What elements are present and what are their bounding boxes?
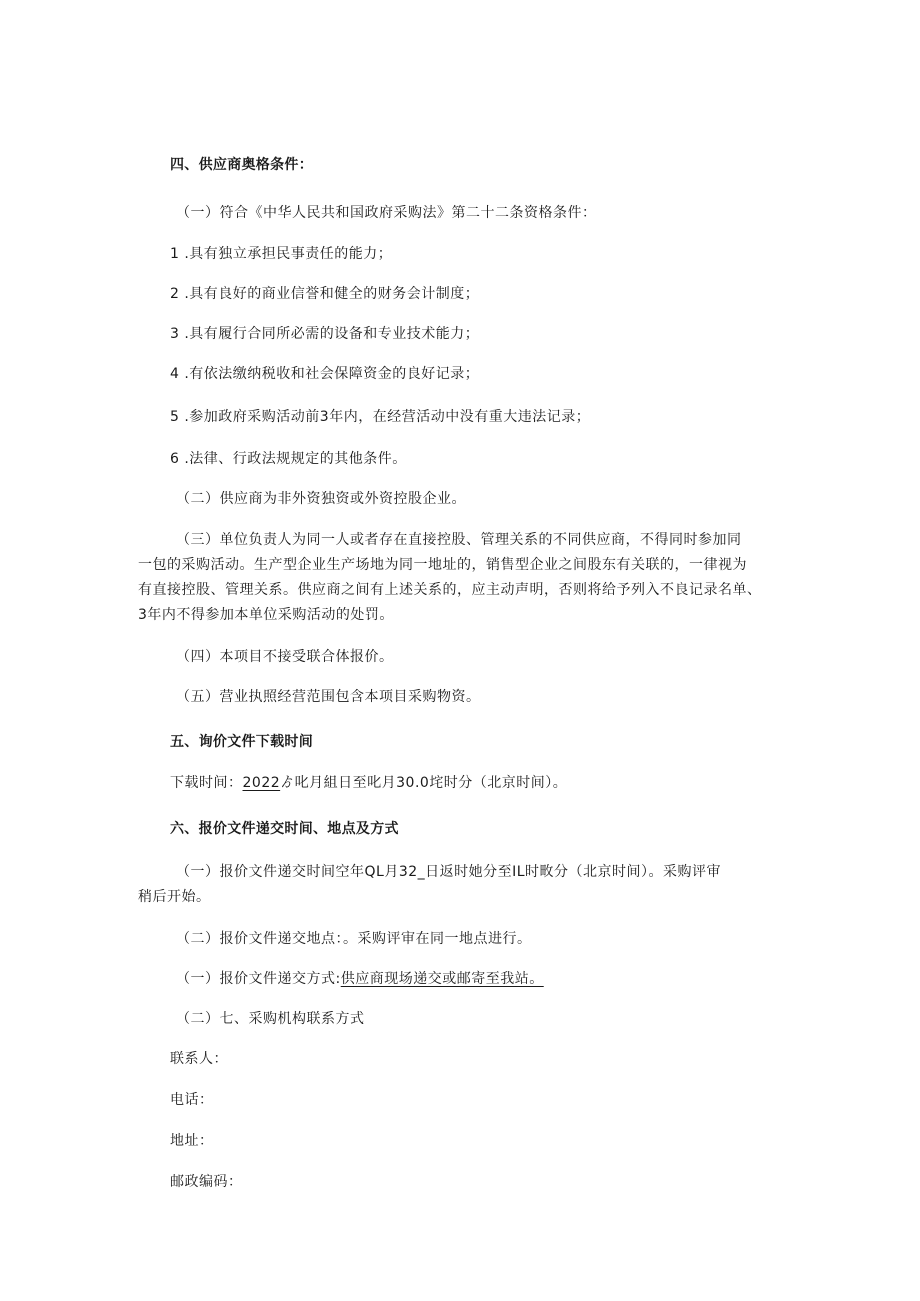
qualification-item-1: 1 .具有独立承担民事责任的能力； bbox=[170, 246, 393, 262]
submission-method-value: 供应商现场递交或邮寄至我站。 bbox=[340, 971, 544, 987]
qualification-item-4: 4 .有依法缴纳税收和社会保障资金的良好记录； bbox=[170, 366, 480, 382]
contact-person: 联系人： bbox=[170, 1051, 228, 1067]
qualification-req-3-line-4: 3年内不得参加本单位采购活动的处罚。 bbox=[138, 607, 394, 623]
contact-postcode: 邮政编码： bbox=[170, 1174, 243, 1190]
qualification-item-6: 6 .法律、行政法规规定的其他条件。 bbox=[170, 451, 407, 467]
qualification-item-2: 2 .具有良好的商业信誉和健全的财务会计制度； bbox=[170, 286, 480, 302]
section-7-heading: （二）七、采购机构联系方式 bbox=[176, 1011, 365, 1027]
qualification-req-3-line-2: 一包的采购活动。生产型企业生产场地为同一地址的，销售型企业之间股东有关联的，一律视为 bbox=[138, 557, 747, 573]
submission-method-label: （一）报价文件递交方式: bbox=[176, 971, 341, 987]
section-6-heading: 六、报价文件递交时间、地点及方式 bbox=[170, 821, 399, 837]
download-time bbox=[170, 773, 567, 793]
qualification-item-5: 5 .参加政府采购活动前3年内，在经营活动中没有重大违法记录； bbox=[170, 409, 591, 425]
qualification-req-3-line-1: （三）单位负责人为同一人或者存在直接控股、管理关系的不同供应商，不得同时参加同 bbox=[176, 532, 742, 548]
section-5-heading: 五、询价文件下载时间 bbox=[170, 734, 313, 750]
download-time-label: 下载时间： bbox=[170, 775, 243, 791]
qualification-req-2: （二）供应商为非外资独资或外资控股企业。 bbox=[176, 491, 466, 507]
qualification-req-3-line-3: 有直接控股、管理关系。供应商之间有上述关系的，应主动声明，否则将给予列入不良记录名单、 bbox=[138, 582, 762, 598]
qualification-req-4: （四）本项目不接受联合体报价。 bbox=[176, 649, 394, 665]
contact-phone: 电话： bbox=[170, 1092, 214, 1108]
download-time-rest: ゟ叱月組日至叱月30.0垞时分（北京时间）。 bbox=[280, 775, 568, 791]
section-4-heading: 四、供应商奥格条件： bbox=[170, 157, 313, 173]
download-year: 2022 bbox=[242, 775, 281, 791]
submission-time-line-2: 稍后开始。 bbox=[138, 889, 211, 905]
qualification-req-1: （一）符合《中华人民共和国政府采购法》第二十二条资格条件： bbox=[176, 205, 597, 221]
submission-method bbox=[176, 969, 544, 989]
contact-address: 地址： bbox=[170, 1133, 214, 1149]
qualification-item-3: 3 .具有履行合同所必需的设备和专业技术能力； bbox=[170, 326, 480, 342]
qualification-req-5: （五）营业执照经营范围包含本项目采购物资。 bbox=[176, 689, 481, 705]
submission-time-line-1: （一）报价文件递交时间空年QL月32_日返时她分至IL时畋分（北京时间）。采购评审 bbox=[176, 864, 722, 880]
submission-place: （二）报价文件递交地点：。采购评审在同一地点进行。 bbox=[176, 931, 532, 947]
